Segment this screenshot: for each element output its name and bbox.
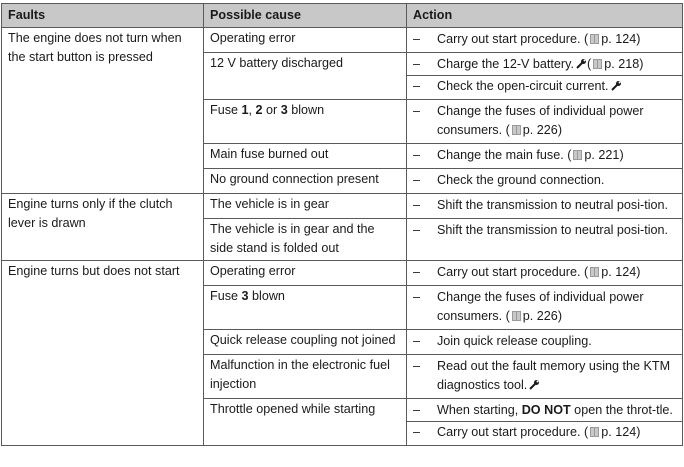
action-item xyxy=(413,331,676,352)
wrench-icon xyxy=(611,80,622,91)
cause-cell: Malfunction in the electronic fuel injection xyxy=(204,355,407,399)
action-text: Shift the transmission to neutral posi-tion. xyxy=(437,223,668,237)
book-icon xyxy=(590,427,599,437)
page-reference[interactable]: p. 124 xyxy=(601,265,637,279)
cause-cell: Quick release coupling not joined xyxy=(204,330,407,355)
wrench-icon xyxy=(529,379,540,390)
page-reference[interactable]: p. 221 xyxy=(584,148,620,162)
action-cell xyxy=(407,28,683,53)
dash: – xyxy=(413,425,421,439)
cause-cell: The vehicle is in gear and the side stand is folded out xyxy=(204,219,407,261)
book-icon xyxy=(590,267,599,277)
page-reference[interactable]: p. 226 xyxy=(522,123,558,137)
action-item: – Change the main fuse. ( p. 221) xyxy=(413,145,676,166)
dash: – xyxy=(413,198,421,212)
dash: – xyxy=(413,290,421,304)
table-row xyxy=(2,194,683,219)
book-icon xyxy=(590,34,599,44)
fault-table xyxy=(1,3,683,446)
action-text: Check the open-circuit current. xyxy=(437,79,609,93)
action-cell xyxy=(407,100,683,144)
action-item xyxy=(413,356,676,396)
action-item xyxy=(413,170,676,191)
action-item: – Charge the 12-V battery. ( p. 218) xyxy=(413,54,676,75)
action-item: – Change the fuses of individual power consumers. ( p. 226) xyxy=(413,290,644,323)
dash: – xyxy=(413,334,421,348)
cause-cell: 12 V battery discharged xyxy=(204,53,407,100)
action-text: When starting, xyxy=(437,403,522,417)
dash: – xyxy=(413,173,421,187)
cause-cell: Fuse 1, 2 or 3 blown xyxy=(204,100,407,144)
dash: – xyxy=(413,359,421,373)
action-item xyxy=(413,195,676,216)
header-action: Action xyxy=(407,4,683,28)
dash: – xyxy=(413,148,421,162)
cause-cell: No ground connection present xyxy=(204,169,407,194)
action-text: Change the fuses of individual power consumers. ( xyxy=(437,104,644,137)
action-text: Carry out start procedure. ( xyxy=(437,32,589,46)
header-row xyxy=(2,4,683,28)
fault-cell: Engine turns but does not start xyxy=(2,261,204,446)
action-text: Charge the 12-V battery. xyxy=(437,57,574,71)
action-cell xyxy=(407,53,683,100)
book-icon xyxy=(593,59,602,69)
fault-cell: Engine turns only if the clutch lever is drawn xyxy=(2,194,204,261)
action-item: – Carry out start procedure. ( p. 124) xyxy=(413,262,676,283)
page-reference[interactable]: p. 124 xyxy=(601,32,637,46)
action-cell xyxy=(407,399,683,446)
cause-cell: The vehicle is in gear xyxy=(204,194,407,219)
cause-cell: Operating error xyxy=(204,28,407,53)
dash: – xyxy=(413,104,421,118)
header-cause: Possible cause xyxy=(204,4,407,28)
cause-cell: Operating error xyxy=(204,261,407,286)
action-cell xyxy=(407,219,683,261)
action-cell xyxy=(407,144,683,169)
action-cell xyxy=(407,330,683,355)
dash: – xyxy=(413,265,421,279)
book-icon xyxy=(512,125,521,135)
action-item: – Change the fuses of individual power consumers. ( p. 226) xyxy=(413,104,644,137)
table-row xyxy=(2,261,683,286)
action-text: Carry out start procedure. ( xyxy=(437,425,589,439)
header-faults: Faults xyxy=(2,4,204,28)
dash: – xyxy=(413,79,421,93)
action-cell xyxy=(407,169,683,194)
action-item xyxy=(407,75,682,97)
action-text: Shift the transmission to neutral posi-tion. xyxy=(437,198,668,212)
table-row xyxy=(2,28,683,53)
action-item xyxy=(413,220,676,241)
page-reference[interactable]: p. 226 xyxy=(522,309,558,323)
action-cell xyxy=(407,194,683,219)
action-emphasis: DO NOT xyxy=(521,403,571,417)
dash: – xyxy=(413,403,421,417)
action-item: – Carry out start procedure. ( p. 124) xyxy=(407,421,682,443)
book-icon xyxy=(573,150,582,160)
book-icon xyxy=(512,311,521,321)
dash: – xyxy=(413,57,421,71)
action-text: Check the ground connection. xyxy=(437,173,605,187)
action-text: Read out the fault memory using the KTM diagnostics tool. xyxy=(437,359,671,392)
action-text: Join quick release coupling. xyxy=(437,334,592,348)
action-cell xyxy=(407,261,683,286)
action-cell xyxy=(407,286,683,330)
action-cell xyxy=(407,355,683,399)
dash: – xyxy=(413,223,421,237)
action-text: Change the main fuse. ( xyxy=(437,148,572,162)
action-text: Carry out start procedure. ( xyxy=(437,265,589,279)
cause-cell: Throttle opened while starting xyxy=(204,399,407,446)
dash: – xyxy=(413,32,421,46)
cause-cell: Fuse 3 blown xyxy=(204,286,407,330)
fault-cell: The engine does not turn when the start button is pressed xyxy=(2,28,204,194)
action-text: Change the fuses of individual power consumers. ( xyxy=(437,290,644,323)
action-item: – Carry out start procedure. ( p. 124) xyxy=(413,29,676,50)
action-item: – When starting, DO NOT open the throt-tle. xyxy=(413,400,676,421)
page-reference[interactable]: p. 124 xyxy=(601,425,637,439)
cause-cell: Main fuse burned out xyxy=(204,144,407,169)
page-reference[interactable]: p. 218 xyxy=(604,57,640,71)
wrench-icon xyxy=(576,58,587,69)
